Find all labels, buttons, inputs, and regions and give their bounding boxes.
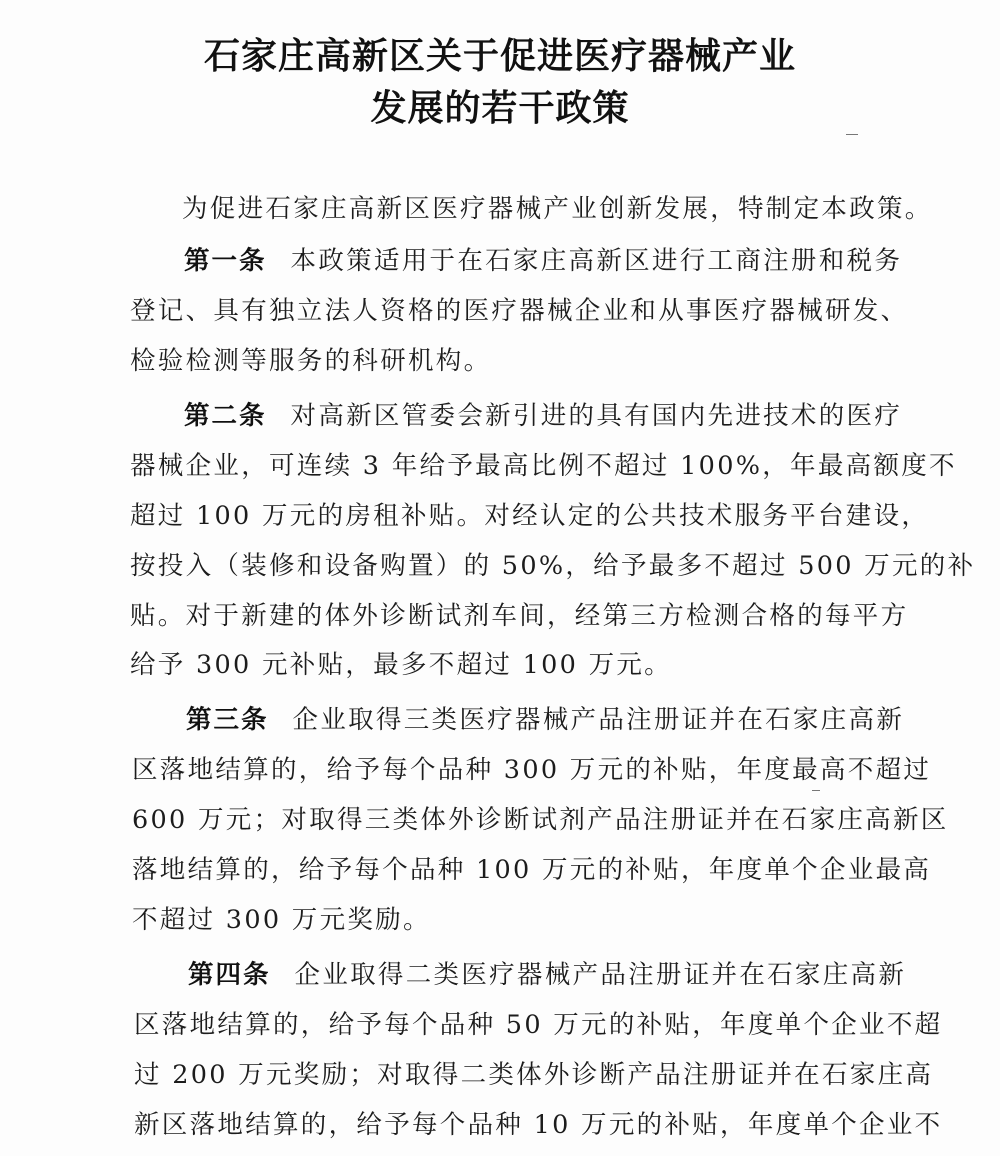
scan-speck (846, 134, 858, 135)
article-1-label: 第一条 (184, 246, 267, 276)
article-2-label: 第二条 (184, 401, 267, 431)
article-1-line: 检验检测等服务的科研机构。 (130, 346, 492, 376)
article-3-text-start: 企业取得三类医疗器械产品注册证并在石家庄高新 (292, 705, 905, 735)
article-4-line: 区落地结算的，给予每个品种 50 万元的补贴，年度单个企业不超 (134, 1010, 943, 1040)
article-2-line: 器械企业，可连续 3 年给予最高比例不超过 100%，年最高额度不 (130, 451, 957, 481)
article-2-line: 贴。对于新建的体外诊断试剂车间，经第三方检测合格的每平方 (130, 601, 909, 631)
article-1-text-start: 本政策适用于在石家庄高新区进行工商注册和税务 (290, 246, 903, 276)
scan-speck (812, 790, 820, 791)
article-3-first-line (0, 703, 1000, 737)
article-4-line: 过 200 万元奖励；对取得二类体外诊断产品注册证并在石家庄高 (134, 1060, 934, 1090)
article-3-label: 第三条 (186, 705, 269, 735)
document-title-line-2: 发展的若干政策 (370, 88, 630, 129)
article-4-first-line (0, 958, 1000, 992)
article-3-line: 区落地结算的，给予每个品种 300 万元的补贴，年度最高不超过 (132, 755, 932, 785)
document-title-line-1: 石家庄高新区关于促进医疗器械产业 (203, 36, 796, 77)
article-4-label: 第四条 (188, 960, 271, 990)
article-1-line: 登记、具有独立法人资格的医疗器械企业和从事医疗器械研发、 (130, 296, 909, 326)
article-3-line: 600 万元；对取得三类体外诊断试剂产品注册证并在石家庄高新区 (132, 805, 949, 835)
article-3-line: 不超过 300 万元奖励。 (132, 905, 431, 935)
article-2-line: 按投入（装修和设备购置）的 50%，给予最多不超过 500 万元的补 (130, 551, 976, 581)
article-4-text-start: 企业取得二类医疗器械产品注册证并在石家庄高新 (294, 960, 907, 990)
article-4-line: 新区落地结算的，给予每个品种 10 万元的补贴，年度单个企业不 (134, 1110, 943, 1140)
article-2-first-line (0, 399, 1000, 433)
article-2-line: 超过 100 万元的房租补贴。对经认定的公共技术服务平台建设， (130, 501, 930, 531)
article-3-line: 落地结算的，给予每个品种 100 万元的补贴，年度单个企业最高 (132, 855, 932, 885)
article-2-line: 给予 300 元补贴，最多不超过 100 万元。 (130, 650, 672, 680)
article-2-text-start: 对高新区管委会新引进的具有国内先进技术的医疗 (290, 401, 903, 431)
article-1-first-line (0, 244, 1000, 278)
intro-paragraph: 为促进石家庄高新区医疗器械产业创新发展，特制定本政策。 (182, 194, 933, 224)
